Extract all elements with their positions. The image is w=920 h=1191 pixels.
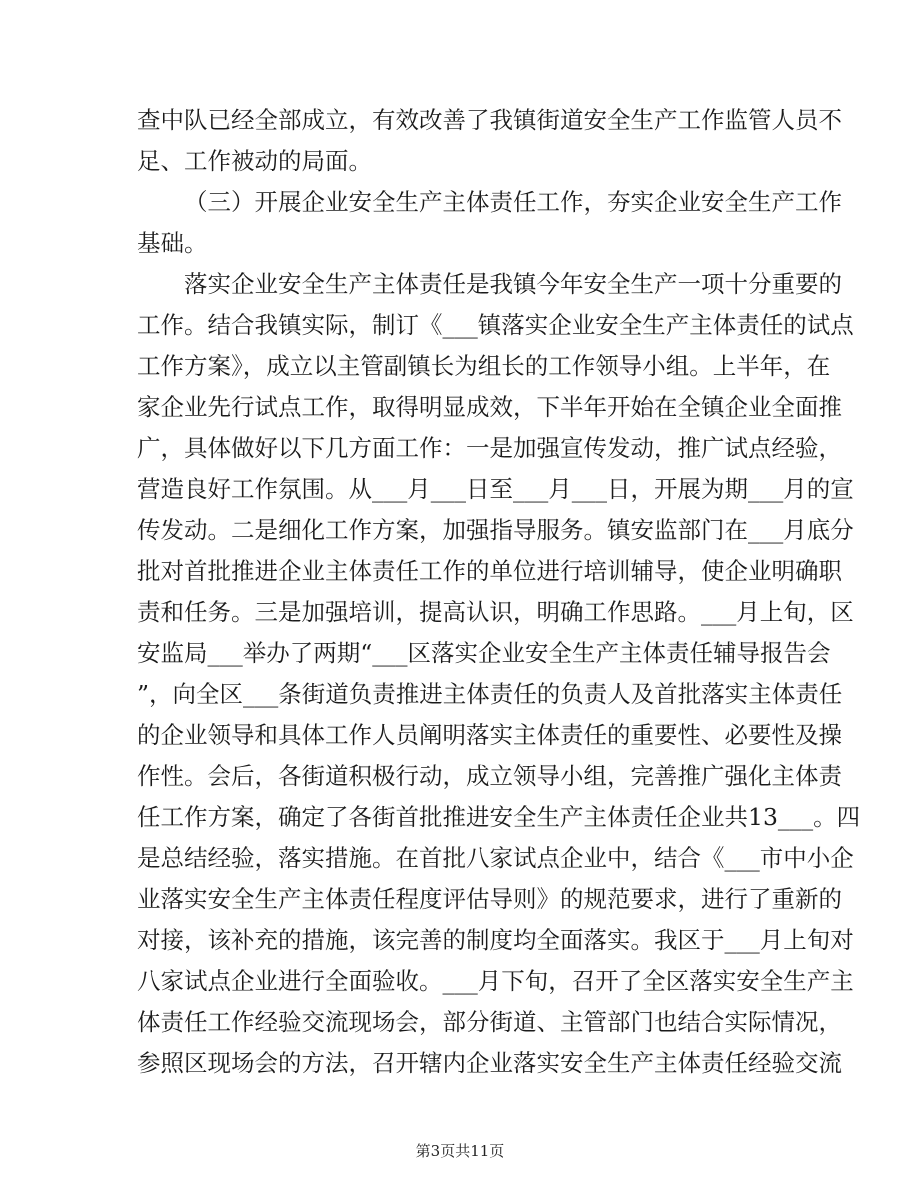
text-line: 业落实安全生产主体责任程度评估导则》的规范要求，进行了重新的 xyxy=(137,885,842,913)
text-line: 参照区现场会的方法，召开辖内企业落实安全生产主体责任经验交流 xyxy=(137,1049,842,1077)
text-line: 批对首批推进企业主体责任工作的单位进行培训辅导，使企业明确职 xyxy=(137,557,842,585)
text-line: 责和任务。三是加强培训，提高认识，明确工作思路。___月上旬，区 xyxy=(137,598,854,626)
text-line: 安监局___举办了两期“___区落实企业安全生产主体责任辅导报告会 xyxy=(137,639,831,667)
text-line: 工作。结合我镇实际，制订《___镇落实企业安全生产主体责任的试点 xyxy=(137,311,854,339)
text-line: 是总结经验，落实措施。在首批八家试点企业中，结合《___市中小企 xyxy=(137,844,854,872)
text-line: 对接，该补充的措施，该完善的制度均全面落实。我区于___月上旬对 xyxy=(137,926,854,954)
text-line: 八家试点企业进行全面验收。___月下旬，召开了全区落实安全生产主 xyxy=(137,967,854,995)
text-line: 的企业领导和具体工作人员阐明落实主体责任的重要性、必要性及操 xyxy=(137,721,842,749)
text-line: 营造良好工作氛围。从___月___日至___月___日，开展为期___月的宣 xyxy=(137,475,854,503)
text-line: 足、工作被动的局面。 xyxy=(137,147,372,175)
text-line: 作性。会后，各街道积极行动，成立领导小组，完善推广强化主体责 xyxy=(137,762,842,790)
section-heading-continued: 基础。 xyxy=(137,229,208,257)
section-heading: （三）开展企业安全生产主体责任工作，夯实企业安全生产工作 xyxy=(184,188,842,216)
text-line: ”，向全区___条街道负责推进主体责任的负责人及首批落实主体责任 xyxy=(137,680,843,708)
page-number: 第3页共11页 xyxy=(415,1142,505,1160)
text-line: 传发动。二是细化工作方案，加强指导服务。镇安监部门在___月底分 xyxy=(137,516,854,544)
text-line: 查中队已经全部成立，有效改善了我镇街道安全生产工作监管人员不 xyxy=(137,106,842,134)
text-line: 任工作方案，确定了各街首批推进安全生产主体责任企业共13___。四 xyxy=(137,803,861,831)
text-line: 家企业先行试点工作，取得明显成效，下半年开始在全镇企业全面推 xyxy=(137,393,842,421)
text-line: 广，具体做好以下几方面工作：一是加强宣传发动，推广试点经验， xyxy=(137,434,842,462)
text-line: 体责任工作经验交流现场会，部分街道、主管部门也结合实际情况， xyxy=(137,1008,842,1036)
paragraph-first-line: 落实企业安全生产主体责任是我镇今年安全生产一项十分重要的 xyxy=(184,270,842,298)
text-line: 工作方案》，成立以主管副镇长为组长的工作领导小组。上半年，在 xyxy=(137,352,831,380)
